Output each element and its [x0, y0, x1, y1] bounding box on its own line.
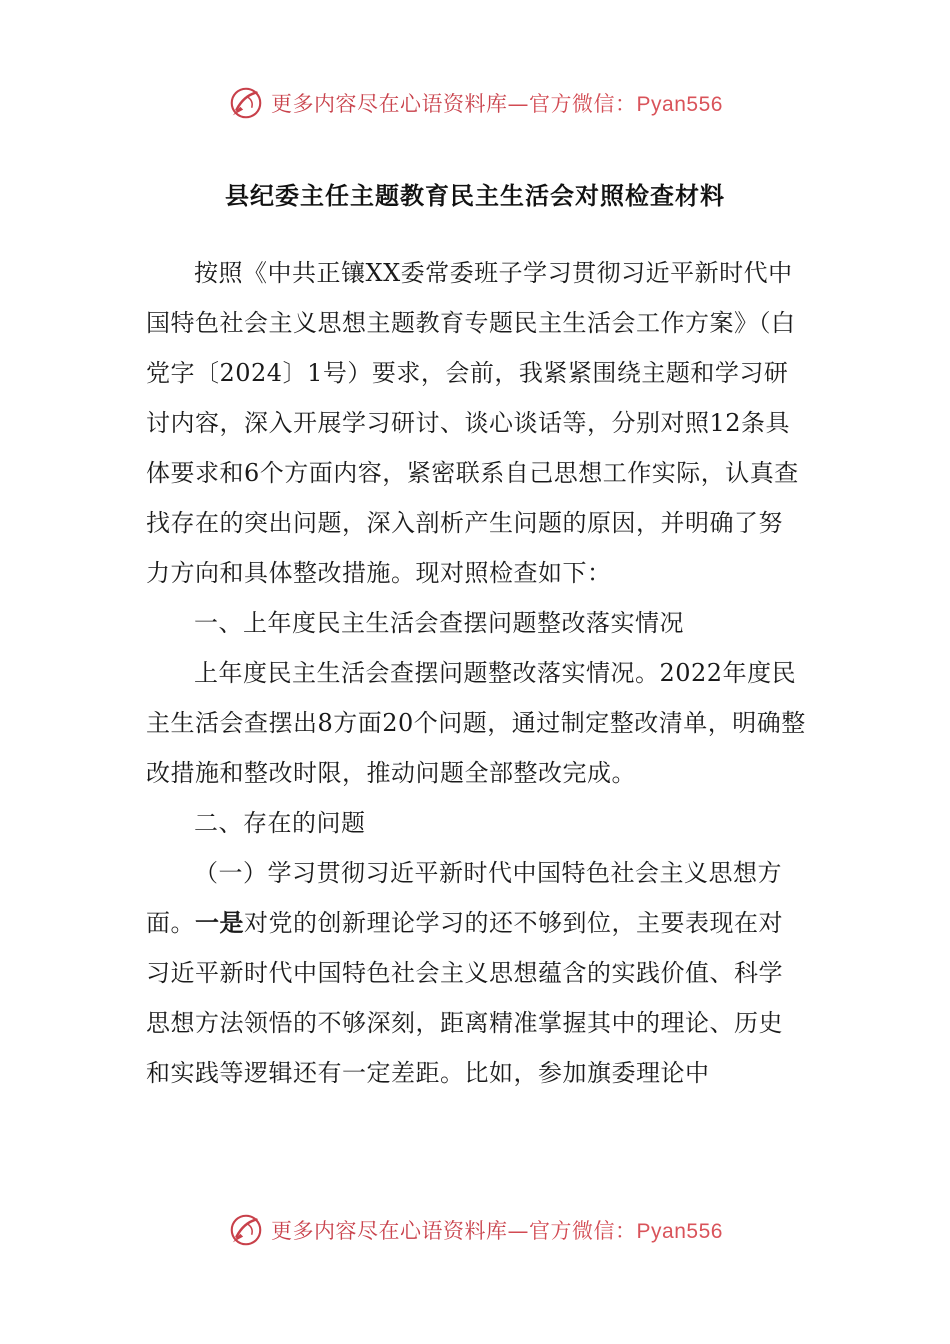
banner-sub-text: —官方微信：: [507, 92, 637, 116]
banner-main-text: 更多内容尽在心语资料库: [271, 92, 508, 116]
pen-logo-icon: [227, 1211, 265, 1249]
paragraph-section-2-1: [146, 848, 806, 1098]
para-rest: 对党的创新理论学习的还不够到位，主要表现在对习近平新时代中国特色社会主义思想蕴含的实践价值、科学思想方法领悟的不够深刻，距离精准掌握其中的理论、历史和实践等逻辑还有一定差距。比如，参加旗委理论中: [146, 909, 783, 1087]
footer-banner: [0, 1207, 950, 1253]
heading-section-2: 二、存在的问题: [194, 809, 366, 837]
banner-sub-text: —官方微信：: [507, 1219, 637, 1243]
banner-wechat-id: Pyan556: [636, 1220, 723, 1243]
document-title: 县纪委主任主题教育民主生活会对照检查材料: [225, 182, 725, 210]
paragraph-intro: 按照《中共正镶XX委常委班子学习贯彻习近平新时代中国特色社会主义思想主题教育专题民主生活会工作方案》（白党字〔2024〕1号）要求，会前，我紧紧围绕主题和学习研讨内容，深入开展学习研讨、谈心谈话等，分别对照12条具体要求和6个方面内容，紧密联系自己思想工作实际，认真查找存在的突出问题，深入剖析产生问题的原因，并明确了努力方向和具体整改措施。现对照检查如下：: [146, 259, 799, 587]
document-body: [146, 248, 806, 1098]
para-bold-marker: 一是: [195, 908, 244, 937]
header-banner: [0, 80, 950, 126]
paragraph-section-1: 上年度民主生活会查摆问题整改落实情况。2022年度民主生活会查摆出8方面20个问题，通过制定整改清单，明确整改措施和整改时限，推动问题全部整改完成。: [146, 659, 806, 787]
heading-section-1: 一、上年度民主生活会查摆问题整改落实情况: [194, 609, 684, 637]
pen-logo-icon: [227, 84, 265, 122]
banner-wechat-id: Pyan556: [636, 93, 723, 116]
para-lead: （一）学习贯彻习近平新时代中国特色社会主义思想方面。: [146, 859, 782, 937]
banner-main-text: 更多内容尽在心语资料库: [271, 1219, 508, 1243]
